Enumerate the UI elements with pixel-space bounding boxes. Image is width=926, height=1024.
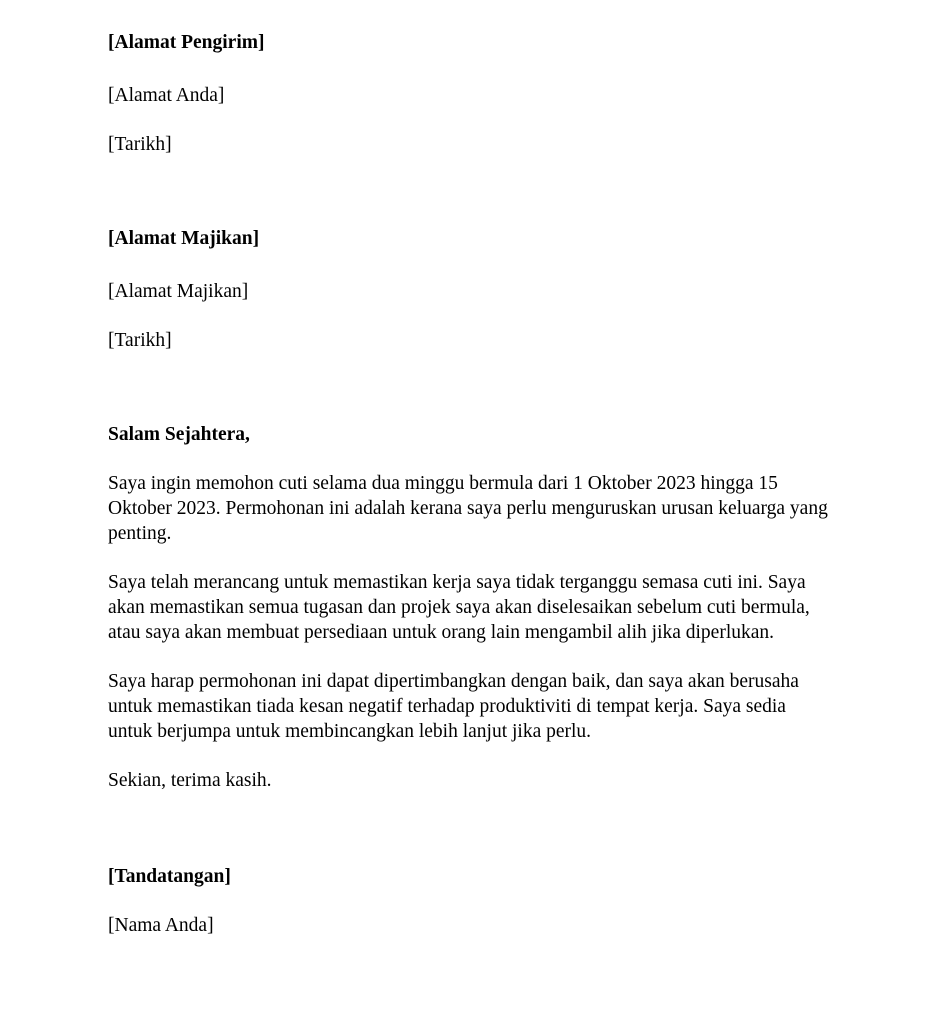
- signature-name: [Nama Anda]: [108, 915, 214, 936]
- paragraph-hope: Saya harap permohonan ini dapat dipertimbangkan dengan baik, dan saya akan berusaha untuk memastikan tiada kesan negatif terhadap produktiviti di tempat kerja. Saya sedia untuk berjumpa untuk membincangkan lebih lanjut jika perlu.: [108, 671, 799, 742]
- signature-heading: [Tandatangan]: [108, 866, 231, 887]
- employer-date: [Tarikh]: [108, 330, 172, 351]
- paragraph-planning: Saya telah merancang untuk memastikan kerja saya tidak terganggu semasa cuti ini. Saya akan memastikan semua tugasan dan projek saya akan diselesaikan sebelum cuti bermula, atau saya akan membuat persediaan untuk orang lain mengambil alih jika diperlukan.: [108, 572, 810, 643]
- employer-heading: [Alamat Majikan]: [108, 228, 260, 249]
- sender-heading: [Alamat Pengirim]: [108, 32, 265, 53]
- employer-address: [Alamat Majikan]: [108, 281, 249, 302]
- closing-line: Sekian, terima kasih.: [108, 770, 272, 791]
- paragraph-request: Saya ingin memohon cuti selama dua minggu bermula dari 1 Oktober 2023 hingga 15 Oktober 2023. Permohonan ini adalah kerana saya perlu menguruskan urusan keluarga yang penting.: [108, 473, 828, 544]
- sender-date: [Tarikh]: [108, 134, 172, 155]
- sender-address: [Alamat Anda]: [108, 85, 225, 106]
- letter-page: [108, 30, 828, 938]
- salutation: Salam Sejahtera,: [108, 424, 250, 445]
